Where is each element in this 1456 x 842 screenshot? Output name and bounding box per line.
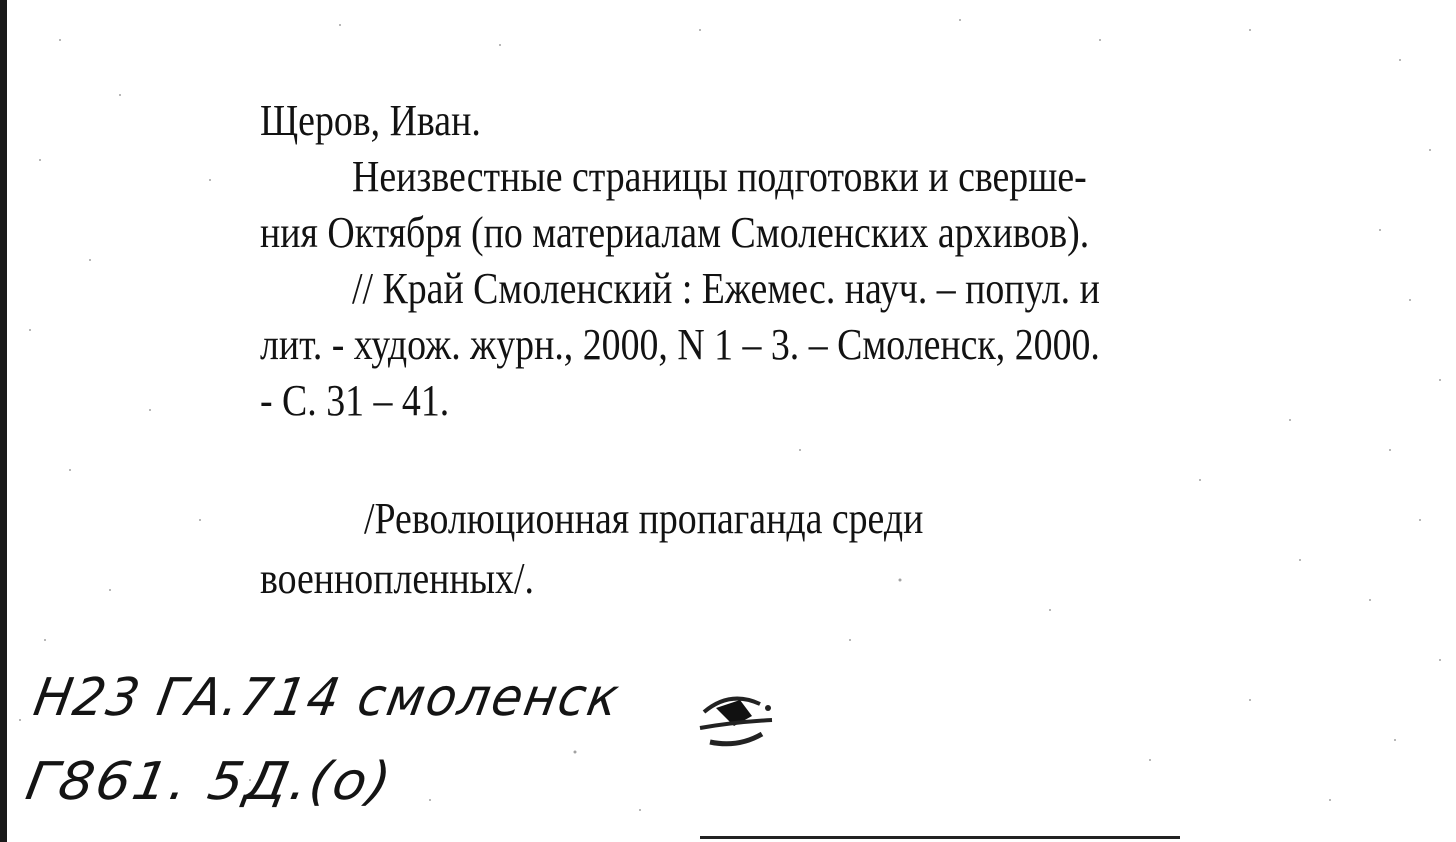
handwritten-shelfmark: Н23 ГА.714 смоленск — [29, 668, 625, 728]
card-title-line-2: ния Октября (по материалам Смоленских архивов). — [260, 208, 1090, 257]
card-subject-line-1: /Революционная пропаганда среди — [364, 494, 924, 543]
card-title-line-1: Неизвестные страницы подготовки и сверше- — [352, 152, 1087, 201]
card-author: Щеров, Иван. — [260, 96, 481, 145]
card-pages: - С. 31 – 41. — [260, 376, 450, 425]
card-source-line-1: // Край Смоленский : Ежемес. науч. – попул. и — [352, 264, 1100, 313]
card-source-line-2: лит. - худож. журн., 2000, N 1 – 3. – Смоленск, 2000. — [260, 320, 1100, 369]
ink-blot-stamp — [690, 682, 782, 752]
card-subject-line-2: военнопленных/. — [260, 554, 534, 603]
bottom-rule — [700, 836, 1180, 839]
handwritten-classification: Г861. 5Д.(о) — [21, 752, 398, 812]
